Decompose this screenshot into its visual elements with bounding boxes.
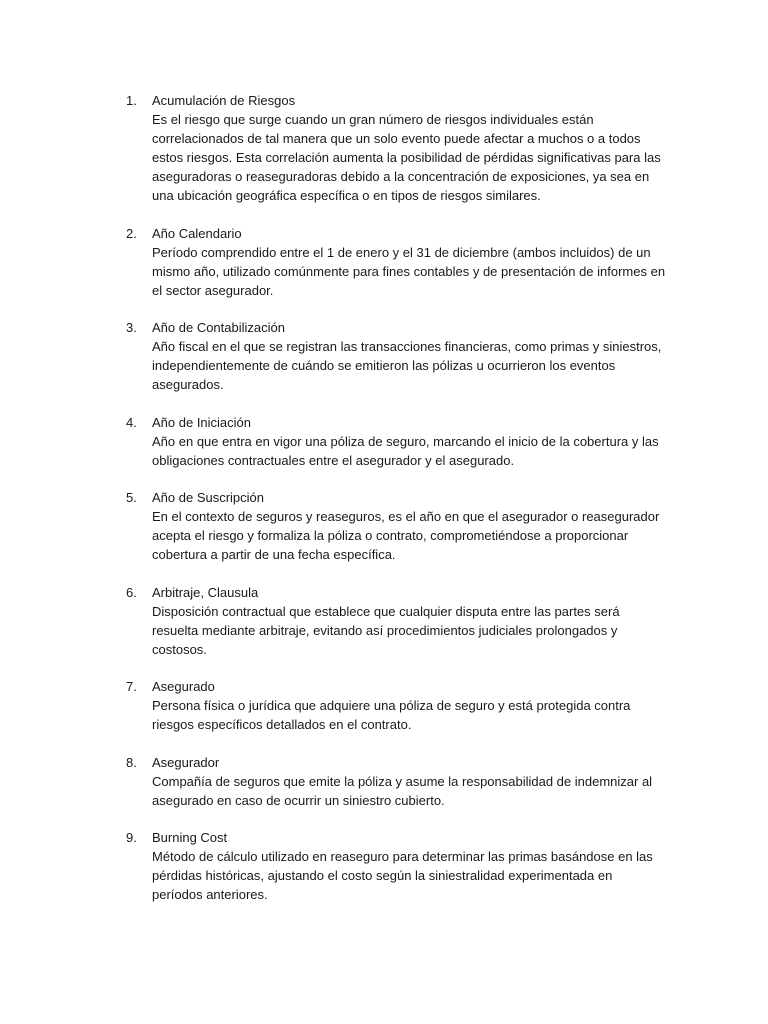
entry-number: 8.: [126, 754, 137, 770]
glossary-entry: [126, 318, 666, 394]
glossary-entry: [126, 488, 666, 564]
entry-number: 1.: [126, 93, 137, 108]
entry-definition: Método de cálculo utilizado en reaseguro para determinar las primas basándose en las pérdidas históricas, ajustando el costo según la siniestralidad experimentada en períodos anteriores.: [152, 849, 653, 902]
entry-definition: Período comprendido entre el 1 de enero y el 31 de diciembre (ambos incluidos) de un mismo año, utilizado comúnmente para fines contables y de presentación de informes en el sector asegurador.: [152, 244, 666, 298]
entry-term: Año de Suscripción: [152, 490, 265, 505]
entry-number: 5.: [126, 490, 137, 505]
entry-term: Asegurador: [152, 754, 220, 770]
entry-definition: Persona física o jurídica que adquiere una póliza de seguro y está protegida contra riesgos específicos detallados en el contrato.: [152, 698, 631, 732]
glossary-entry: [126, 753, 666, 810]
entry-definition: Es el riesgo que surge cuando un gran número de riesgos individuales están correlacionados de tal manera que un solo evento puede afectar a muchos o a todos estos riesgos. Esta correlación aumenta la posibilidad de pérdidas significativas para las aseguradoras o reaseguradoras debido a la concentración de exposiciones, ya sea en una ubicación geográfica específica o en tipos de riesgos similares.: [152, 112, 661, 203]
entry-term: Burning Cost: [152, 830, 228, 845]
glossary-list: [126, 91, 666, 923]
entry-number: 9.: [126, 830, 137, 845]
entry-term: Año de Iniciación: [152, 414, 252, 430]
entry-term: Acumulación de Riesgos: [152, 93, 296, 108]
entry-definition: Compañía de seguros que emite la póliza y asume la responsabilidad de indemnizar al asegurado en caso de ocurrir un siniestro cubierto.: [152, 773, 653, 808]
entry-definition: Año en que entra en vigor una póliza de seguro, marcando el inicio de la cobertura y las obligaciones contractuales entre el asegurador y el asegurado.: [152, 433, 659, 468]
entry-definition: Disposición contractual que establece que cualquier disputa entre las partes será resuelta mediante arbitraje, evitando así procedimientos judiciales prolongados y costosos.: [152, 603, 620, 657]
glossary-entry: [126, 91, 666, 205]
entry-definition: En el contexto de seguros y reaseguros, es el año en que el asegurador o reasegurador acepta el riesgo y formaliza la póliza o contrato, comprometiéndose a proporcionar cobertura a partir de una fecha específica.: [152, 509, 660, 562]
glossary-entry: [126, 828, 666, 904]
glossary-entry: [126, 583, 666, 659]
entry-number: 4.: [126, 414, 137, 430]
entry-number: 7.: [126, 679, 137, 694]
entry-definition: Año fiscal en el que se registran las transacciones financieras, como primas y siniestros, independientemente de cuándo se emitieron las pólizas u ocurrieron los eventos asegurados.: [152, 339, 662, 392]
entry-number: 2.: [126, 225, 137, 241]
entry-term: Año de Contabilización: [152, 320, 285, 335]
entry-term: Arbitraje, Clausula: [152, 584, 259, 600]
glossary-entry: [126, 677, 666, 734]
glossary-entry: [126, 413, 666, 470]
entry-number: 3.: [126, 320, 137, 335]
entry-term: Año Calendario: [152, 225, 242, 241]
glossary-entry: [126, 224, 666, 300]
entry-term: Asegurado: [152, 679, 215, 694]
entry-number: 6.: [126, 584, 137, 600]
